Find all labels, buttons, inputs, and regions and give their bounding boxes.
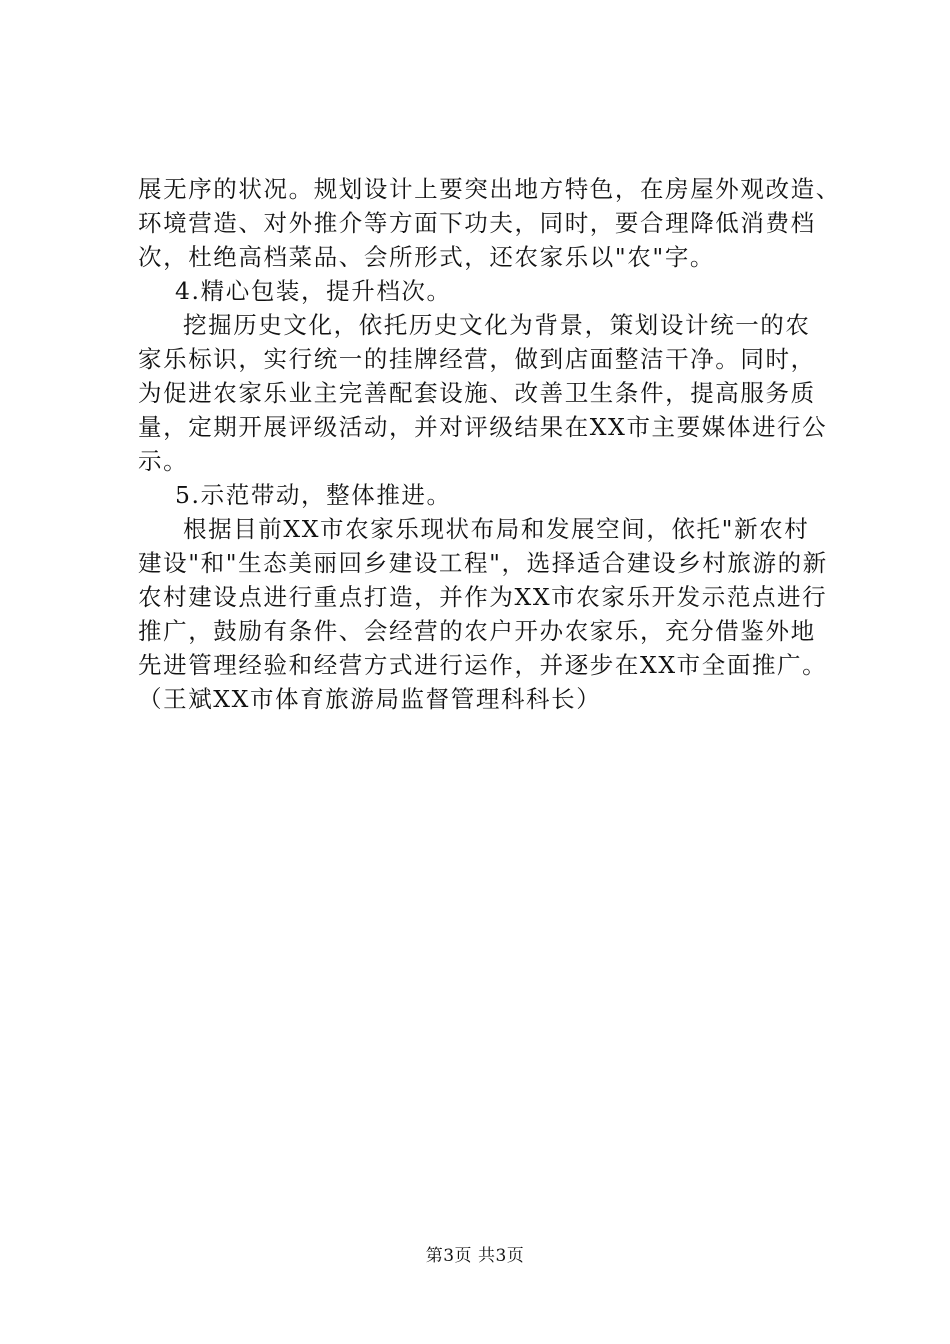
section-heading: 4.精心包装，提升档次。 [175,277,452,305]
paragraph-line: 为促进农家乐业主完善配套设施、改善卫生条件，提高服务质 [138,379,816,407]
paragraph-line: 次，杜绝高档菜品、会所形式，还农家乐以"农"字。 [138,243,716,271]
paragraph-line: 示。 [138,447,189,475]
paragraph-line: 先进管理经验和经营方式进行运作，并逐步在XX市全面推广。 [138,651,828,679]
paragraph-line: 推广，鼓励有条件、会经营的农户开办农家乐，充分借鉴外地 [138,617,816,645]
section-heading: 5.示范带动，整体推进。 [175,481,452,509]
paragraph-line: 环境营造、对外推介等方面下功夫，同时，要合理降低消费档 [138,209,816,237]
paragraph-line: 挖掘历史文化，依托历史文化为背景，策划设计统一的农 [183,311,811,339]
paragraph-line: 量，定期开展评级活动，并对评级结果在XX市主要媒体进行公 [138,413,828,441]
author-attribution: （王斌XX市体育旅游局监督管理科科长） [138,685,602,713]
paragraph-line: 家乐标识，实行统一的挂牌经营，做到店面整洁干净。同时， [138,345,816,373]
document-body [138,172,841,716]
paragraph-line: 展无序的状况。规划设计上要突出地方特色，在房屋外观改造、 [138,175,841,203]
page-number-footer: 第3页 共3页 [425,1246,525,1266]
paragraph-line: 根据目前XX市农家乐现状布局和发展空间，依托"新农村 [183,515,810,543]
paragraph-line: 建设"和"生态美丽回乡建设工程"，选择适合建设乡村旅游的新 [138,549,828,577]
paragraph-line: 农村建设点进行重点打造，并作为XX市农家乐开发示范点进行 [138,583,828,611]
